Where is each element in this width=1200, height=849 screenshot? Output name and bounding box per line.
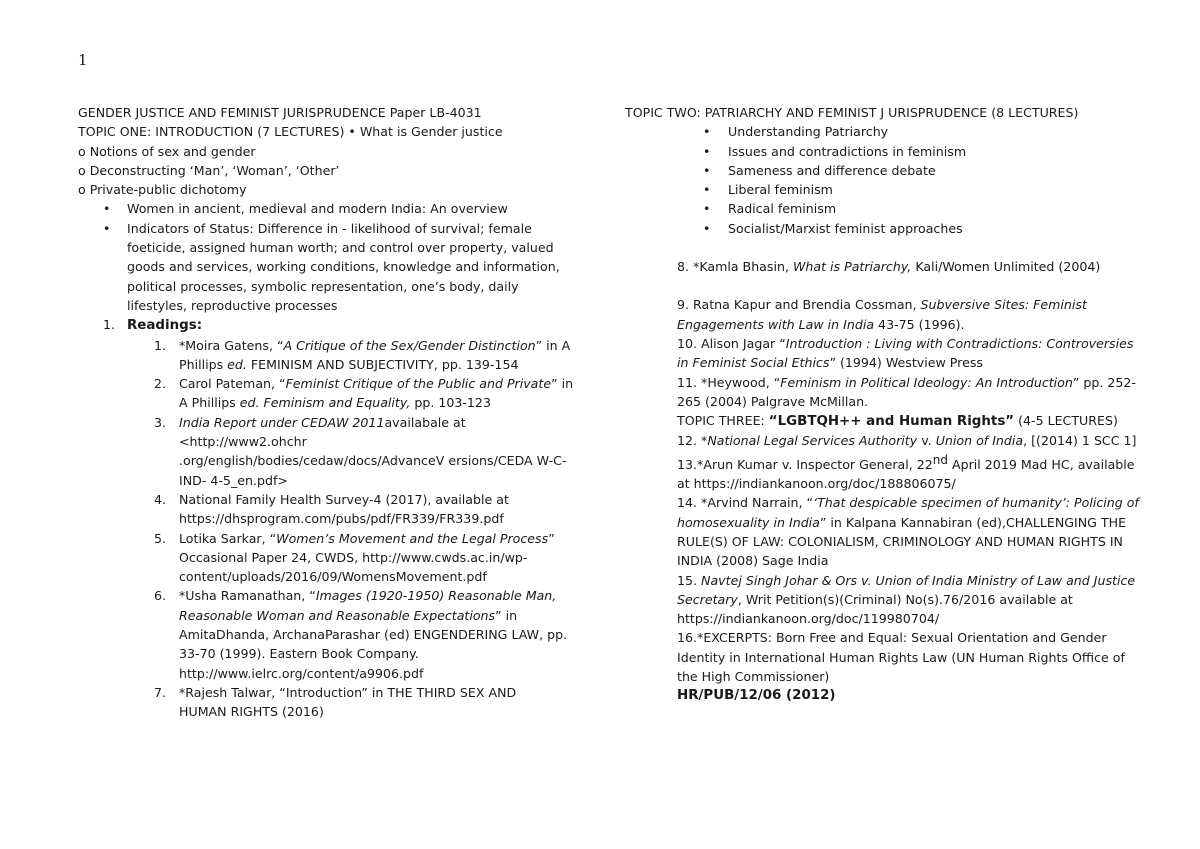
topic-two-heading: TOPIC TWO: PATRIARCHY AND FEMINIST J URISPRUDENCE (8 LECTURES) [625, 105, 1079, 120]
reading-item: 13.*Arun Kumar v. Inspector General, 22nd April 2019 Mad HC, available at https://indiankanoon.org/doc/188806075/ [677, 452, 1135, 492]
readings-number: 1. [103, 317, 116, 333]
reading-item: 4. National Family Health Survey-4 (2017), available at https://dhsprogram.com/pubs/pdf/FR339/FR339.pdf [154, 491, 509, 527]
reading-item: 11. *Heywood, “Feminism in Political Ideology: An Introduction” pp. 252-265 (2004) Palgrave McMillan. [677, 374, 1136, 409]
reading-item: 12. *National Legal Services Authority v. Union of India, [(2014) 1 SCC 1] [677, 433, 1137, 449]
bullet-item: • Socialist/Marxist feminist approaches [677, 219, 1147, 238]
reading-item: 10. Alison Jagar “Introduction : Living with Contradictions: Controversies in Feminist Social Ethics” (1994) Westview Press [677, 335, 1134, 371]
reading-item: 14. *Arvind Narrain, “‘That despicable specimen of humanity’: Policing of homosexuality in India” in Kalpana Kannabiran (ed),CHALLENGING THE RULE(S) OF LAW: COLONIALISM, CRIMINOLOGY AND HUMAN RIGHTS IN INDIA (2008) Sage India [677, 495, 1139, 569]
left-column [78, 103, 588, 722]
reading-number: 4. [154, 491, 167, 507]
topic-one-item: o Deconstructing ‘Man’, ‘Woman’, ‘Other’ [78, 162, 340, 178]
reading-item: 3. India Report under CEDAW 2011availabale at <http://www2.ohchr .org/english/bodies/cedaw/docs/AdvanceV ersions/CEDA W-C-IND- 4-5_en.pdf> [154, 414, 567, 488]
bullet-item: • Issues and contradictions in feminism [677, 142, 1147, 161]
publication-code: HR/PUB/12/06 (2012) [677, 688, 836, 704]
reading-item: 6. *Usha Ramanathan, “Images (1920-1950) Reasonable Man, Reasonable Woman and Reasonable Expectations” in AmitaDhanda, ArchanaParashar (ed) ENGENDERING LAW, pp. 33-70 (1999). Eastern Book Company. http://www.ielrc.org/content/a9906.pdf [154, 588, 568, 681]
bullet-item: • Understanding Patriarchy [677, 122, 1147, 141]
reading-item: 9. Ratna Kapur and Brendia Cossman, Subversive Sites: Feminist Engagements with Law in India 43-75 (1996). [677, 297, 1087, 332]
course-title: GENDER JUSTICE AND FEMINIST JURISPRUDENCE Paper LB-4031 [78, 105, 482, 120]
reading-number: 7. [154, 684, 167, 700]
reading-item: 2. Carol Pateman, “Feminist Critique of the Public and Private” in A Phillips ed. Feminism and Equality, pp. 103-123 [154, 376, 574, 411]
bullet-item: • Indicators of Status: Difference in - likelihood of survival; female foeticide, assigned human worth; and control over property, valued goods and services, working conditions, knowledge and information, political processes, symbolic representation, one’s body, daily lifestyles, reproductive processes [78, 219, 588, 315]
reading-number: 5. [154, 530, 167, 546]
readings-label: Readings: [127, 318, 203, 334]
reading-number: 3. [154, 414, 167, 430]
bullet-item: • Radical feminism [677, 199, 1147, 218]
reading-item: 15. Navtej Singh Johar & Ors v. Union of India Ministry of Law and Justice Secretary, Writ Petition(s)(Criminal) No(s).76/2016 available at https://indiankanoon.org/doc/119980704/ [677, 572, 1136, 627]
topic-one-item: o Private-public dichotomy [78, 182, 247, 198]
reading-number: 6. [154, 588, 167, 604]
reading-item: 16.*EXCERPTS: Born Free and Equal: Sexual Orientation and Gender Identity in International Human Rights Law (UN Human Rights Office of the High Commissioner) [677, 630, 1125, 685]
bullet-item: • Liberal feminism [677, 180, 1147, 199]
page-number: 1 [78, 51, 88, 69]
reading-item: 7. *Rajesh Talwar, “Introduction” in THE THIRD SEX AND HUMAN RIGHTS (2016) [154, 684, 517, 720]
reading-item: 1. *Moira Gatens, “A Critique of the Sex/Gender Distinction” in A Phillips ed. FEMINISM AND SUBJECTIVITY, pp. 139-154 [154, 337, 571, 372]
bullet-item: • Women in ancient, medieval and modern India: An overview [78, 199, 588, 218]
bullet-item: • Sameness and difference debate [677, 161, 1147, 180]
topic-one-item: o Notions of sex and gender [78, 143, 256, 159]
readings-heading [78, 315, 588, 335]
reading-item: 8. *Kamla Bhasin, What is Patriarchy, Kali/Women Unlimited (2004) [677, 259, 1101, 275]
topic-one-heading: TOPIC ONE: INTRODUCTION (7 LECTURES) • What is Gender justice [78, 124, 503, 140]
reading-number: 2. [154, 376, 167, 392]
topic-three-heading: TOPIC THREE: “LGBTQH++ and Human Rights” (4-5 LECTURES) [677, 413, 1118, 430]
reading-item: 5. Lotika Sarkar, “Women’s Movement and the Legal Process” Occasional Paper 24, CWDS, http://www.cwds.ac.in/wp-content/uploads/2016/09/WomensMovement.pdf [154, 530, 555, 585]
right-column [625, 103, 1147, 706]
reading-number: 1. [154, 337, 167, 353]
